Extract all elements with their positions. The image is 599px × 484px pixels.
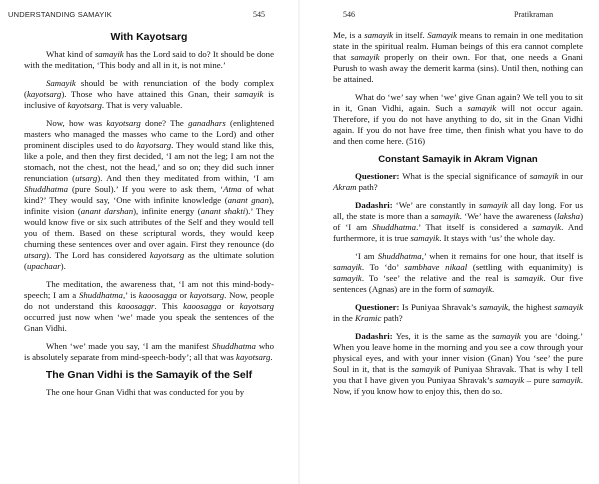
running-head: UNDERSTANDING SAMAYIK <box>8 10 112 19</box>
page-number: 545 <box>253 10 265 19</box>
italic-term: samayik <box>529 171 559 181</box>
paragraph: When ‘we’ made you say, ‘I am the manifest Shuddhatma who is absolutely separate from mind-speech-body’; all that was kayotsarg. <box>24 341 274 362</box>
italic-term: Shuddhatma <box>377 251 422 261</box>
italic-term: kaoosagga <box>138 290 177 300</box>
paragraph: What kind of samayik has the Lord said to do? It should be done with the meditation, ‘This body and all in it, is not mine.’ <box>24 49 274 70</box>
italic-term: kayotsarg <box>189 290 225 300</box>
running-head: Pratikraman <box>514 10 554 19</box>
right-page-body <box>333 30 583 404</box>
paragraph: What do ‘we’ say when ‘we’ give Gnan again? We tell you to sit in it, Gnan Vidhi, again. Such a samayik will not occur again. Therefore, if you do not have anything to do, sit in the Gnan Vidhi again. If you do not have free time, then finish what you have to do and then come here. (516) <box>333 92 583 146</box>
dialogue-paragraph: Dadashri: ‘We’ are constantly in samayik all day long. For us all, the state is more than a samayik. ‘We’ have the awareness (laksha) of ‘I am Shuddhatma.’ That itself is considered a samayik. And furthermore, it is true samayik. It stays with ‘us’ the whole day. <box>333 200 583 243</box>
italic-term: ganadhars <box>188 118 226 128</box>
right-page <box>300 0 599 484</box>
italic-term: kayotsarg <box>67 100 102 110</box>
italic-term: samayik <box>234 89 264 99</box>
italic-term: Shuddhatma <box>211 341 256 351</box>
italic-term: anant shakti <box>200 206 246 216</box>
speaker-label: Questioner: <box>355 171 400 181</box>
italic-term: Samayik <box>46 78 76 88</box>
italic-term: samayik <box>410 233 440 243</box>
italic-term: samayik <box>492 331 521 341</box>
italic-term: samayik <box>430 211 460 221</box>
italic-term: samayik <box>411 364 441 374</box>
dialogue <box>333 171 583 397</box>
dialogue-paragraph: Questioner: What is the special significance of samayik in our Akram path? <box>333 171 584 192</box>
speaker-label: Dadashri: <box>355 200 393 210</box>
italic-term: Atma <box>223 184 242 194</box>
italic-term: kayotsarg <box>149 250 185 260</box>
page-number: 546 <box>343 10 355 19</box>
italic-term: upachaar <box>26 261 61 271</box>
italic-term: samayik <box>532 222 562 232</box>
italic-term: Akram <box>333 182 357 192</box>
italic-term: Shuddhatma <box>372 222 417 232</box>
italic-term: samayik <box>364 30 394 40</box>
paragraph: Samayik should be with renunciation of the body complex (kayotsarg). Those who have attained this Gnan, their samayik is inclusive of kayotsarg. That is very valuable. <box>24 78 274 110</box>
section-heading: With Kayotsarg <box>110 31 188 43</box>
italic-term: samayik <box>94 49 124 59</box>
italic-term: kaoosaggr <box>117 301 155 311</box>
dialogue-paragraph: Dadashri: Yes, it is the same as the samayik you are ‘doing.’ When you leave home in the morning and you see a cow through your physical eyes, and with your inner vision (Gnan) You ‘see’ the pure Soul in it, that is the samayik of Puniyaa Shravak. That is why I tell you that I have given you Puniyaa Shravak’s samayik – pure samayik. Now, if you know how to enjoy this, then do so. <box>333 331 583 396</box>
italic-term: utsarg <box>24 250 47 260</box>
section-heading: Constant Samayik in Akram Vignan <box>378 154 538 165</box>
italic-term: Kramic <box>355 313 382 323</box>
italic-term: samayik <box>514 273 544 283</box>
paragraph: Me, is a samayik in itself. Samayik means to remain in one meditation state in the spiritual realm. Human beings of this era cannot complete that samayik properly on their own. For that, one needs a Gnani Purush to wash away the demerit karma (sins). Until then, nothing can be attained. <box>333 30 584 84</box>
italic-term: anant darshan <box>80 206 134 216</box>
italic-term: kaoosagga <box>183 301 222 311</box>
italic-term: samayik <box>495 375 525 385</box>
italic-term: sambhave nikaal <box>404 262 468 272</box>
italic-term: Shuddhatma <box>24 184 68 194</box>
italic-term: samayik <box>551 375 581 385</box>
dialogue-paragraph: ‘I am Shuddhatma,’ when it remains for one hour, that itself is samayik. To ‘do’ sambhave nikaal (settling with equanimity) is samayik. To ‘see’ the relative and the real is samayik. Our five sentences (Agnas) are in the form of samayik. <box>333 251 583 294</box>
section-heading: The Gnan Vidhi is the Samayik of the Self <box>45 369 253 381</box>
italic-term: samayik <box>554 302 583 312</box>
italic-term: samayik <box>463 284 493 294</box>
italic-term: kayotsarg <box>239 301 274 311</box>
speaker-label: Dadashri: <box>355 331 393 341</box>
italic-term: kayotsarg <box>136 140 172 150</box>
italic-term: utsarg <box>75 173 98 183</box>
italic-term: Samayik <box>427 30 458 40</box>
left-page <box>0 0 299 484</box>
paragraph: The one hour Gnan Vidhi that was conducted for you by <box>46 387 245 397</box>
right-paragraphs <box>333 30 583 147</box>
left-paragraphs <box>24 49 274 363</box>
italic-term: kayotsarg <box>106 118 141 128</box>
italic-term: anant gnan <box>227 195 269 205</box>
paragraph: Now, how was kayotsarg done? The ganadhars (enlightened masters who managed the masses who came to the Lord) and other prominent disciples used to do kayotsarg. They would stand like this, like a pole, and then they first decided, ‘I am not the leg; I am not the stomach, not the chest, not the head,’ and so on; they did such inner renunciation (utsarg). And then they meditated from within, ‘I am Shuddhatma (pure Soul).’ If you were to ask them, ‘Atma of what kind?’ They would say, ‘One with infinite knowledge (anant gnan), infinite vision (anant darshan), infinite energy (anant shakti).’ They would know five or six such attributes of the Self and they would tell you of them. Based on these scriptural words, they would keep churning these sentences over and over again. First they renounce (do utsarg). The Lord has considered kayotsarg as the ultimate solution (upachaar). <box>24 118 275 271</box>
speaker-label: Questioner: <box>355 302 400 312</box>
italic-term: kayotsarg <box>236 352 271 362</box>
italic-term: samayik <box>467 103 497 113</box>
paragraph: The meditation, the awareness that, ‘I am not this mind-body-speech; I am a Shuddhatma,’ is kaoosagga or kayotsarg. Now, people do not understand this kaoosaggr. This kaoosagga or kayotsarg occurred just now when ‘we’ made you speak the sentences of the Gnan Vidhi. <box>24 279 274 333</box>
italic-term: Shuddhatma <box>78 290 123 300</box>
italic-term: samayik <box>333 262 362 272</box>
left-page-body <box>24 30 274 405</box>
italic-term: samayik <box>479 302 509 312</box>
italic-term: laksha <box>557 211 581 221</box>
italic-term: samayik <box>333 273 362 283</box>
italic-term: samayik <box>350 52 380 62</box>
dialogue-paragraph: Questioner: Is Puniyaa Shravak’s samayik, the highest samayik in the Kramic path? <box>333 302 583 323</box>
italic-term: kayotsarg <box>26 89 62 99</box>
italic-term: samayik <box>478 200 508 210</box>
